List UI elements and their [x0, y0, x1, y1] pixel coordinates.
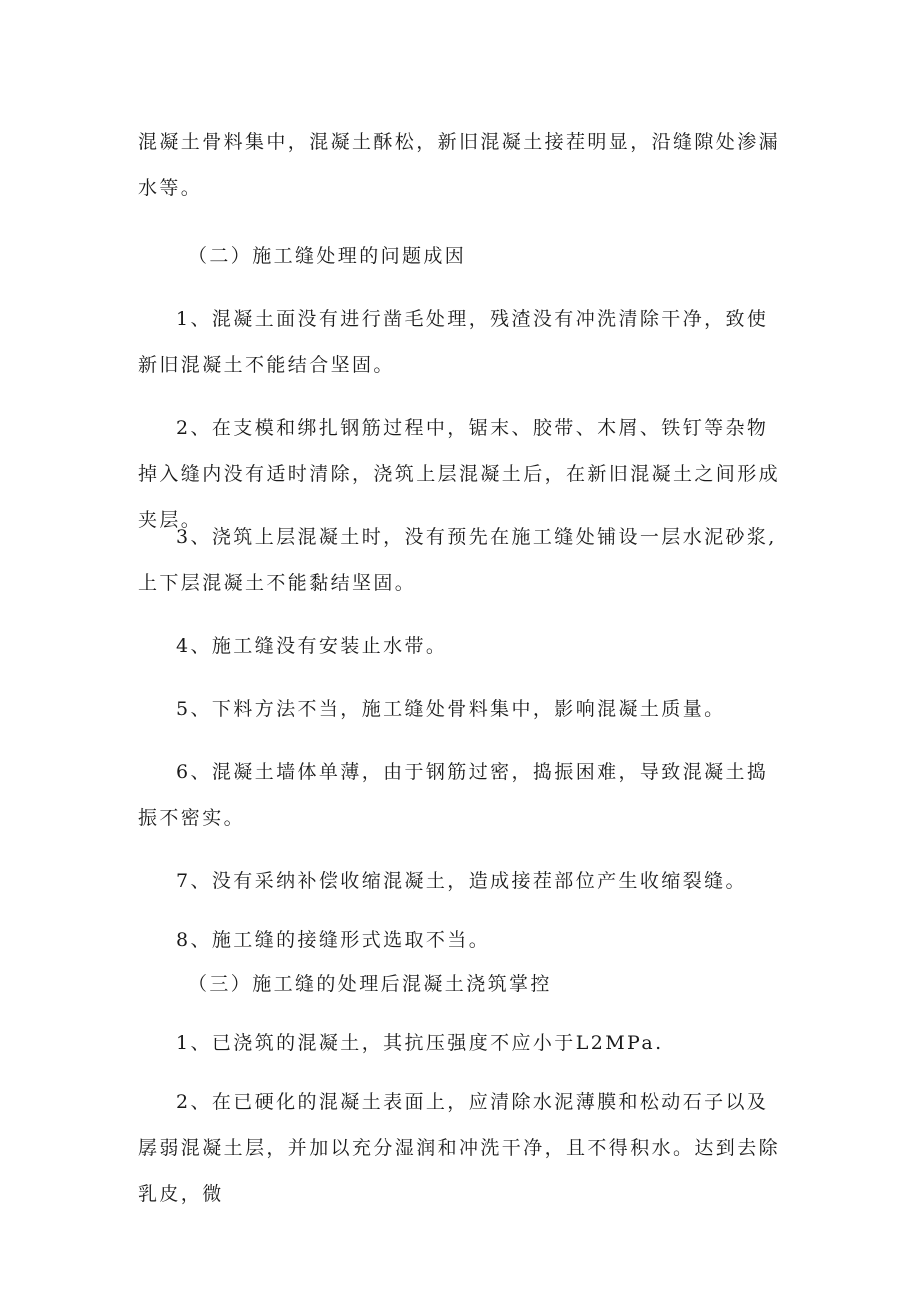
section-2-item-6: 6、混凝土墙体单薄，由于钢筋过密，捣振困难，导致混凝土捣振不密实。	[138, 761, 769, 829]
section-2-item-3: 3、浇筑上层混凝土时，没有预先在施工缝处铺设一层水泥砂浆,上下层混凝土不能黏结坚固。	[138, 526, 777, 594]
section-2-item-7: 7、没有采纳补偿收缩混凝土，造成接茬部位产生收缩裂缝。	[176, 870, 747, 892]
section-2-item-5: 5、下料方法不当，施工缝处骨料集中，影响混凝土质量。	[176, 698, 726, 720]
continuation-paragraph: 混凝土骨料集中，混凝土酥松，新旧混凝土接茬明显，沿缝隙处渗漏水等。	[138, 131, 781, 199]
section-3-item-2: 2、在已硬化的混凝土表面上，应清除水泥薄膜和松动石子以及孱弱混凝土层，并加以充分湿润和冲洗干净，且不得积水。达到去除乳皮，微	[138, 1091, 781, 1205]
section-3-item-1: 1、已浇筑的混凝土，其抗压强度不应小于L2MPa.	[176, 1032, 664, 1054]
section-2-item-8: 8、施工缝的接缝形式选取不当。	[176, 929, 491, 951]
section-3-heading: （三）施工缝的处理后混凝土浇筑掌控	[188, 973, 552, 995]
section-2-item-2: 2、在支模和绑扎钢筋过程中，锯末、胶带、木屑、铁钉等杂物掉入缝内没有适时清除，浇筑上层混凝土后，在新旧混凝土之间形成夹层。	[138, 417, 781, 531]
section-2-item-1: 1、混凝土面没有进行凿毛处理，残渣没有冲洗清除干净，致使新旧混凝土不能结合坚固。	[138, 308, 769, 376]
section-2-heading: （二）施工缝处理的问题成因	[188, 245, 467, 267]
section-2-item-4: 4、施工缝没有安装止水带。	[176, 635, 448, 657]
